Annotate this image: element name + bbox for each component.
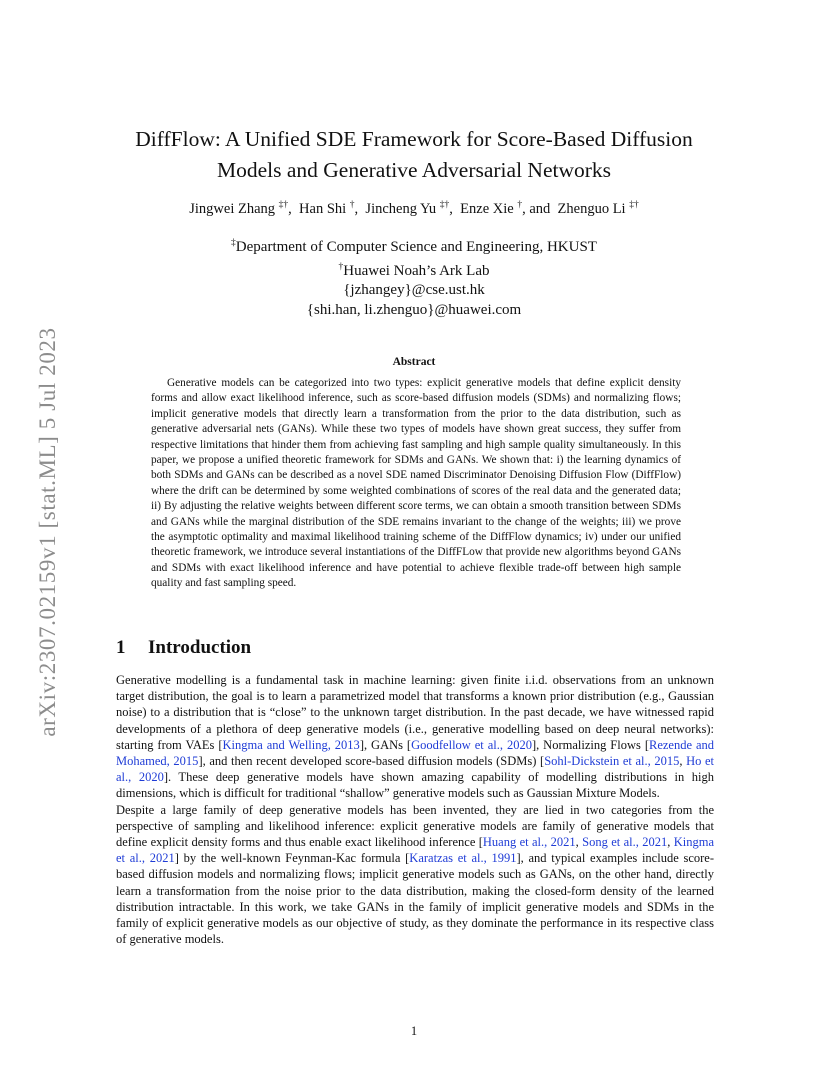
page-number: 1 <box>410 1024 418 1038</box>
author-affiliation-mark: ‡† <box>629 200 639 210</box>
author-name: Zhenguo Li <box>557 200 630 217</box>
paragraph-text: Despite a large family of deep generative models has been invented, they are lied in two categories from the perspective of sampling and likelihood inference: explicit generative models are family of generative models that define explicit density forms and thus enable exact likelihood inference [ <box>116 802 714 850</box>
paper-title <box>70 124 758 186</box>
email-hkust[interactable]: {jzhangey}@cse.ust.hk <box>343 282 485 298</box>
section-heading-introduction <box>116 637 251 659</box>
arxiv-identifier-stamp[interactable]: arXiv:2307.02159v1 [stat.ML] 5 Jul 2023 <box>35 327 60 737</box>
section-title: Introduction <box>148 637 252 658</box>
paragraph-text: ], and then recent developed score-based diffusion models (SDMs) [ <box>198 754 545 769</box>
author-separator: , <box>288 200 300 217</box>
introduction-body <box>116 672 714 947</box>
affiliations <box>70 234 758 320</box>
affiliation-mark: † <box>338 261 344 272</box>
paragraph-text: Generative modelling is a fundamental task in machine learning: given finite i.i.d. observations from an unknown target distribution, the goal is to learn a parametrized model that transforms a known prior distribution (e.g., Gaussian noise) to a distribution that is “close” to the unknown target distribution. In the past decade, we have witnessed rapid developments of a plethora of deep generative models (i.e., generative modelling based on deep neural networks): starting from VAEs [ <box>116 673 714 752</box>
paragraph-text: ], GANs [ <box>359 737 412 752</box>
title-line-1: DiffFlow: A Unified SDE Framework for Score-Based Diffusion <box>135 127 693 151</box>
author-affiliation-mark: ‡† <box>278 200 289 210</box>
author-name: Jingwei Zhang <box>189 200 279 217</box>
paragraph-text: ] by the well-known Feynman-Kac formula [ <box>174 851 410 866</box>
paragraph-1 <box>116 672 714 802</box>
section-number: 1 <box>116 637 126 658</box>
affiliation-hkust: ‡Department of Computer Science and Engineering, HKUST <box>231 238 597 255</box>
affiliation-mark: ‡ <box>231 238 236 248</box>
paragraph-2 <box>116 802 714 948</box>
paragraph-text: ], Normalizing Flows [ <box>531 737 649 752</box>
citation-link[interactable]: Goodfellow et al., 2020 <box>411 737 532 752</box>
paragraph-text: , <box>679 754 687 769</box>
paragraph-text: ], and typical examples include score-based diffusion models and normalizing flows; implicit generative models such as GANs, on the other hand, directly learn a transformation from the noise prior to the data distribution, making the closed-form density of the learned distribution intractable. In this work, we take GANs in the family of implicit generative models and SDMs in the family of explicit generative models as our objective of study, as they dominate the performance in its respective class of generative models. <box>116 851 715 947</box>
title-line-2: Models and Generative Adversarial Networks <box>216 158 612 182</box>
author-affiliation-mark: † <box>517 200 523 210</box>
author-affiliation-mark: † <box>349 200 355 210</box>
affiliation-huawei: †Huawei Noah’s Ark Lab <box>338 261 490 279</box>
citation-link[interactable]: Kingma and Welling, 2013 <box>222 737 360 752</box>
author-name: Enze Xie <box>460 200 518 217</box>
citation-link[interactable]: Sohl-Dickstein et al., 2015 <box>544 754 680 769</box>
paragraph-text: ]. These deep generative models have shown amazing capability of modelling distributions in high dimensions, which is difficult for traditional “shallow” generative models such as Gaussian Mixture Models. <box>116 770 714 801</box>
author-list <box>70 200 758 218</box>
abstract-text: Generative models can be categorized into two types: explicit generative models that define explicit density forms and allow exact likelihood inference, such as score-based diffusion models (SDMs) and normalizing flows; implicit generative models that directly learn a transformation from the prior to the data distribution, such as generative adversarial nets (GANs). While these two types of models have shown great success, they suffer from respective limitations that hinder them from achieving fast sampling and high sample quality simultaneously. In this paper, we propose a unified theoretic framework for SDMs and GANs. We shown that: i) the learning dynamics of both SDMs and GANs can be described as a novel SDE named Discriminator Denoising Diffusion Flow (DiffFlow) where the drift can be determined by some weighted combinations of scores of the real data and the generated data; ii) By adjusting the relative weights between different score terms, we can obtain a smooth transition between SDMs and GANs while the marginal distribution of the SDE remains invariant to the change of the weights; iii) we prove the asymptotic optimality and maximal likelihood training scheme of the DiffFlow dynamics; iv) under our unified theoretic framework, we introduce several instantiations of the DiffFLow that provide new algorithms beyond GANs and SDMs with exact likelihood inference and have potential to achieve flexible trade-off between high sample quality and fast sampling speed. <box>151 377 681 590</box>
citation-link[interactable]: Karatzas et al., 1991 <box>409 851 517 866</box>
author-name: Jincheng Yu <box>365 200 440 217</box>
author-separator: , <box>354 200 366 217</box>
abstract <box>151 376 681 592</box>
paragraph-text: , <box>575 835 583 850</box>
citation-link[interactable]: Ho et al., 2020 <box>116 754 715 785</box>
citation-link[interactable]: Kingma et al., 2021 <box>116 835 715 866</box>
email-huawei[interactable]: {shi.han, li.zhenguo}@huawei.com <box>306 301 522 318</box>
author-separator: , and <box>522 200 558 217</box>
paragraph-text: , <box>667 835 674 850</box>
author-name: Han Shi <box>299 200 350 217</box>
author-separator: , <box>449 200 461 217</box>
author-affiliation-mark: ‡† <box>439 200 450 210</box>
citation-link[interactable]: Rezende and Mohamed, 2015 <box>116 737 715 769</box>
abstract-heading: Abstract <box>392 356 436 368</box>
citation-link[interactable]: Huang et al., 2021 <box>482 835 576 850</box>
citation-link[interactable]: Song et al., 2021 <box>582 835 668 850</box>
